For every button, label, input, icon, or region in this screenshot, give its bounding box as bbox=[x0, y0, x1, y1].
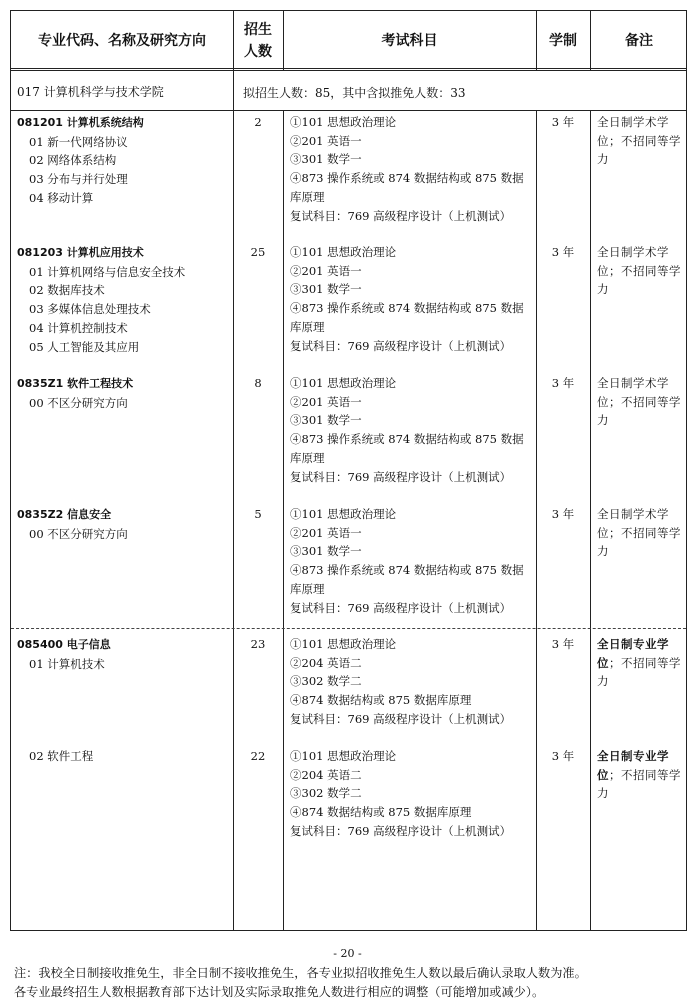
major-code-name: 081203 计算机应用技术 bbox=[17, 246, 144, 259]
exam-item: ④874 数据结构或 875 数据库原理 bbox=[290, 693, 472, 708]
retest-subject: 复试科目：769 高级程序设计（上机测试） bbox=[290, 469, 512, 484]
remark bbox=[597, 747, 685, 803]
study-years: 3 年 bbox=[551, 245, 575, 259]
exam-subjects bbox=[290, 113, 532, 225]
footnote bbox=[14, 964, 689, 1002]
exam-subjects bbox=[290, 243, 532, 355]
study-years: 3 年 bbox=[551, 507, 575, 521]
major-row bbox=[17, 505, 229, 543]
retest-subject: 复试科目：769 高级程序设计（上机测试） bbox=[290, 711, 512, 726]
exam-item: ④874 数据结构或 875 数据库原理 bbox=[290, 805, 472, 820]
research-direction: 01 新一代网络协议 bbox=[29, 134, 128, 149]
exam-subjects bbox=[290, 747, 532, 841]
research-direction: 03 多媒体信息处理技术 bbox=[29, 302, 151, 317]
section-divider bbox=[11, 628, 686, 629]
research-direction: 00 不区分研究方向 bbox=[29, 395, 128, 410]
remark-bold: 全日制专业学位 bbox=[597, 749, 669, 782]
column-divider bbox=[590, 111, 591, 930]
header-notes: 备注 bbox=[625, 33, 653, 49]
study-years: 3 年 bbox=[551, 115, 575, 129]
major-row bbox=[17, 747, 229, 766]
retest-subject: 复试科目：769 高级程序设计（上机测试） bbox=[290, 338, 512, 353]
exam-item: ④873 操作系统或 874 数据结构或 875 数据库原理 bbox=[290, 563, 524, 596]
quota: 22 bbox=[250, 749, 266, 763]
admissions-table bbox=[10, 10, 687, 931]
remark-text: ；不招同等学力 bbox=[597, 767, 681, 801]
remark-text: 全日制学术学位；不招同等学力 bbox=[597, 245, 681, 297]
study-years: 3 年 bbox=[551, 749, 575, 763]
remark-text: ；不招同等学力 bbox=[597, 655, 681, 689]
major-code-name: 0835Z1 软件工程技术 bbox=[17, 377, 134, 390]
research-direction: 03 分布与并行处理 bbox=[29, 172, 128, 187]
footnote-line: 注：我校全日制接收推免生，非全日制不接收推免生，各专业拟招收推免生人数以最后确认录取人数为准。 bbox=[14, 966, 587, 980]
header-major: 专业代码、名称及研究方向 bbox=[38, 33, 206, 49]
retest-subject: 复试科目：769 高级程序设计（上机测试） bbox=[290, 208, 512, 223]
exam-item: ②201 英语一 bbox=[290, 525, 362, 540]
research-direction: 00 不区分研究方向 bbox=[29, 526, 128, 541]
page-number: - 20 - bbox=[333, 947, 362, 960]
exam-subjects bbox=[290, 374, 532, 486]
quota: 25 bbox=[250, 245, 266, 259]
remark-text: 全日制学术学位；不招同等学力 bbox=[597, 376, 681, 428]
remark bbox=[597, 374, 685, 430]
remark bbox=[597, 505, 685, 561]
exam-item: ④873 操作系统或 874 数据结构或 875 数据库原理 bbox=[290, 301, 524, 334]
exam-item: ②201 英语一 bbox=[290, 263, 362, 278]
major-code-name: 085400 电子信息 bbox=[17, 638, 111, 651]
header-quota-line1: 招生 bbox=[244, 22, 272, 38]
exam-subjects bbox=[290, 635, 532, 729]
major-row bbox=[17, 635, 229, 673]
research-direction: 02 网络体系结构 bbox=[29, 153, 117, 168]
header-quota bbox=[233, 11, 283, 71]
quota: 5 bbox=[254, 507, 262, 521]
exam-item: ③301 数学一 bbox=[290, 413, 362, 428]
exam-item: ①101 思想政治理论 bbox=[290, 507, 397, 521]
retest-subject: 复试科目：769 高级程序设计（上机测试） bbox=[290, 600, 512, 615]
major-row bbox=[17, 113, 229, 208]
remark-text: 全日制学术学位；不招同等学力 bbox=[597, 507, 681, 559]
exam-item: ①101 思想政治理论 bbox=[290, 376, 397, 390]
major-row bbox=[17, 374, 229, 412]
exam-item: ①101 思想政治理论 bbox=[290, 749, 397, 763]
exam-item: ③301 数学一 bbox=[290, 152, 362, 167]
study-years: 3 年 bbox=[551, 376, 575, 390]
major-code-name: 081201 计算机系统结构 bbox=[17, 116, 144, 129]
research-direction: 04 移动计算 bbox=[29, 190, 94, 205]
quota: 2 bbox=[254, 115, 262, 129]
remark-bold: 全日制专业学位 bbox=[597, 637, 669, 670]
exam-subjects bbox=[290, 505, 532, 617]
remark-text: 全日制学术学位；不招同等学力 bbox=[597, 115, 681, 167]
major-row bbox=[17, 243, 229, 356]
header-years: 学制 bbox=[549, 33, 577, 49]
research-direction: 05 人工智能及其应用 bbox=[29, 339, 140, 354]
major-code-name: 0835Z2 信息安全 bbox=[17, 508, 112, 521]
exam-item: ①101 思想政治理论 bbox=[290, 637, 397, 651]
column-divider bbox=[233, 68, 234, 930]
school-row-divider bbox=[11, 110, 686, 111]
research-direction: 01 计算机技术 bbox=[29, 656, 105, 671]
exam-item: ②201 英语一 bbox=[290, 394, 362, 409]
header-quota-line2: 人数 bbox=[244, 44, 272, 60]
remark bbox=[597, 635, 685, 691]
exam-item: ③302 数学二 bbox=[290, 786, 362, 801]
exam-item: ④873 操作系统或 874 数据结构或 875 数据库原理 bbox=[290, 432, 524, 465]
exam-item: ②201 英语一 bbox=[290, 133, 362, 148]
exam-item: ④873 操作系统或 874 数据结构或 875 数据库原理 bbox=[290, 171, 524, 204]
exam-item: ③301 数学一 bbox=[290, 282, 362, 297]
research-direction: 02 数据库技术 bbox=[29, 283, 105, 298]
retest-subject: 复试科目：769 高级程序设计（上机测试） bbox=[290, 823, 512, 838]
exam-item: ①101 思想政治理论 bbox=[290, 115, 397, 129]
research-direction: 01 计算机网络与信息安全技术 bbox=[29, 264, 186, 279]
exam-item: ②204 英语二 bbox=[290, 655, 362, 670]
remark bbox=[597, 113, 685, 169]
school-name: 017 计算机科学与技术学院 bbox=[17, 85, 164, 99]
school-summary: 拟招生人数：85，其中含拟推免人数：33 bbox=[243, 86, 466, 100]
exam-item: ③302 数学二 bbox=[290, 674, 362, 689]
exam-item: ③301 数学一 bbox=[290, 544, 362, 559]
research-direction: 02 软件工程 bbox=[29, 749, 94, 763]
quota: 23 bbox=[250, 637, 266, 651]
exam-item: ①101 思想政治理论 bbox=[290, 245, 397, 259]
header-exams: 考试科目 bbox=[381, 33, 438, 49]
remark bbox=[597, 243, 685, 299]
quota: 8 bbox=[254, 376, 262, 390]
research-direction: 04 计算机控制技术 bbox=[29, 320, 128, 335]
footnote-line: 各专业最终招生人数根据教育部下达计划及实际录取推免人数进行相应的调整（可能增加或减少）。 bbox=[14, 985, 545, 999]
exam-item: ②204 英语二 bbox=[290, 767, 362, 782]
column-divider bbox=[283, 111, 284, 930]
study-years: 3 年 bbox=[551, 637, 575, 651]
